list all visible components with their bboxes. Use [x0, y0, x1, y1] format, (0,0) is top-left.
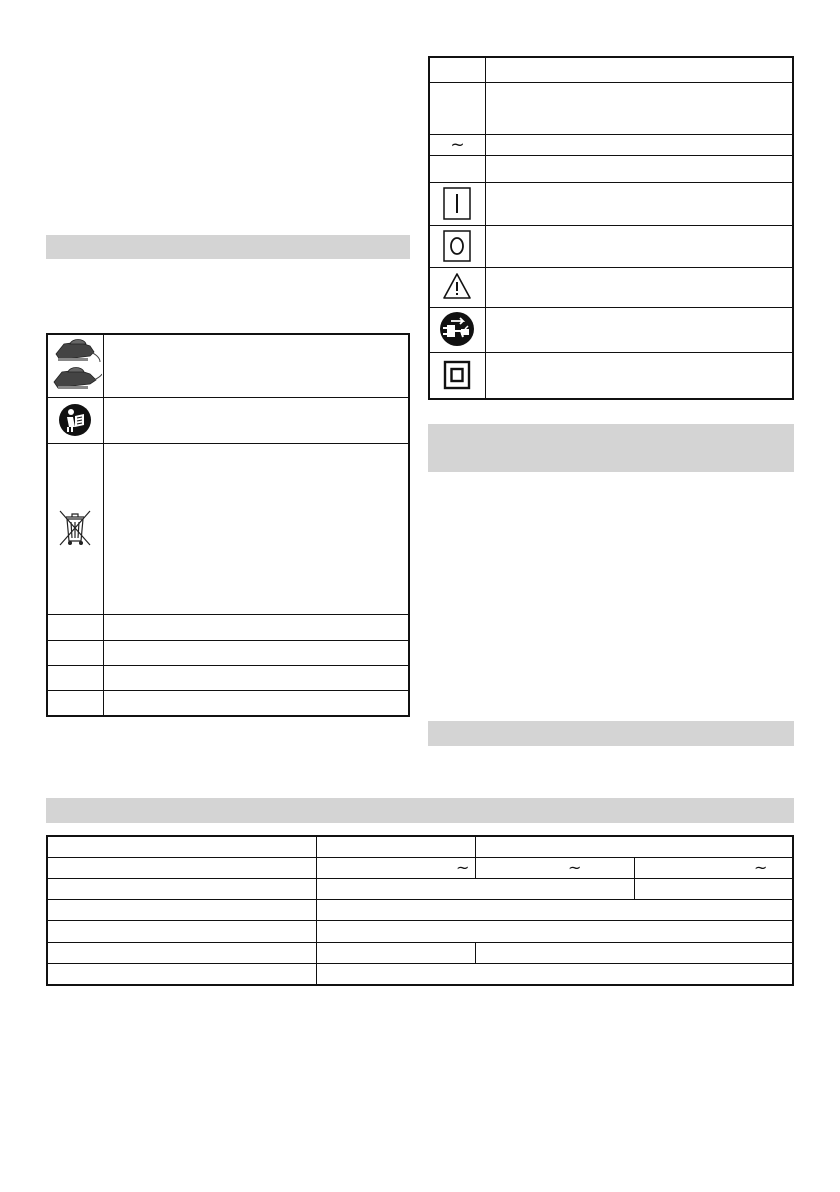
symbols-table-right — [428, 56, 794, 400]
symbols-table-left-divider — [103, 335, 104, 716]
table-column-separator — [475, 942, 476, 963]
table-row-separator — [47, 899, 793, 900]
alternating-current-symbol — [430, 135, 485, 155]
table-row-separator — [429, 82, 793, 83]
table-row-separator — [47, 857, 793, 858]
table-column-separator — [316, 837, 317, 984]
table-row-separator — [47, 942, 793, 943]
voltage-ac-tilde-1: ~ — [456, 858, 470, 877]
double-insulation-icon — [443, 360, 471, 390]
table-row-separator — [47, 397, 409, 398]
table-row-separator — [47, 665, 409, 666]
table-row-separator — [47, 443, 409, 444]
warning-triangle-icon — [442, 272, 472, 300]
table-row-separator — [429, 352, 793, 353]
section-header-bar-right-1 — [428, 424, 794, 472]
table-row-separator — [47, 920, 793, 921]
table-row-separator — [47, 690, 409, 691]
table-column-separator — [475, 837, 476, 878]
table-row-separator — [429, 182, 793, 183]
symbols-table-right-divider — [485, 58, 486, 399]
ac-tilde-text: ~ — [450, 134, 465, 155]
table-row-separator — [47, 640, 409, 641]
on-switch-icon — [443, 187, 471, 220]
voltage-ac-tilde-2: ~ — [568, 858, 582, 877]
table-row-separator — [429, 225, 793, 226]
planer-tool-icon — [50, 336, 102, 396]
table-row-separator — [429, 267, 793, 268]
table-row-separator — [47, 878, 793, 879]
specifications-header-bar — [46, 798, 794, 823]
unplug-icon — [439, 311, 475, 347]
table-row-separator — [429, 155, 793, 156]
section-header-bar-right-2 — [428, 721, 794, 746]
voltage-ac-tilde-3: ~ — [754, 858, 768, 877]
table-row-separator — [47, 614, 409, 615]
read-manual-icon — [58, 403, 92, 437]
off-switch-icon — [443, 230, 471, 262]
table-column-separator — [634, 858, 635, 899]
section-header-bar-left-1 — [46, 235, 410, 259]
table-row-separator — [47, 963, 793, 964]
weee-crossed-bin-icon — [56, 507, 94, 549]
table-row-separator — [429, 307, 793, 308]
